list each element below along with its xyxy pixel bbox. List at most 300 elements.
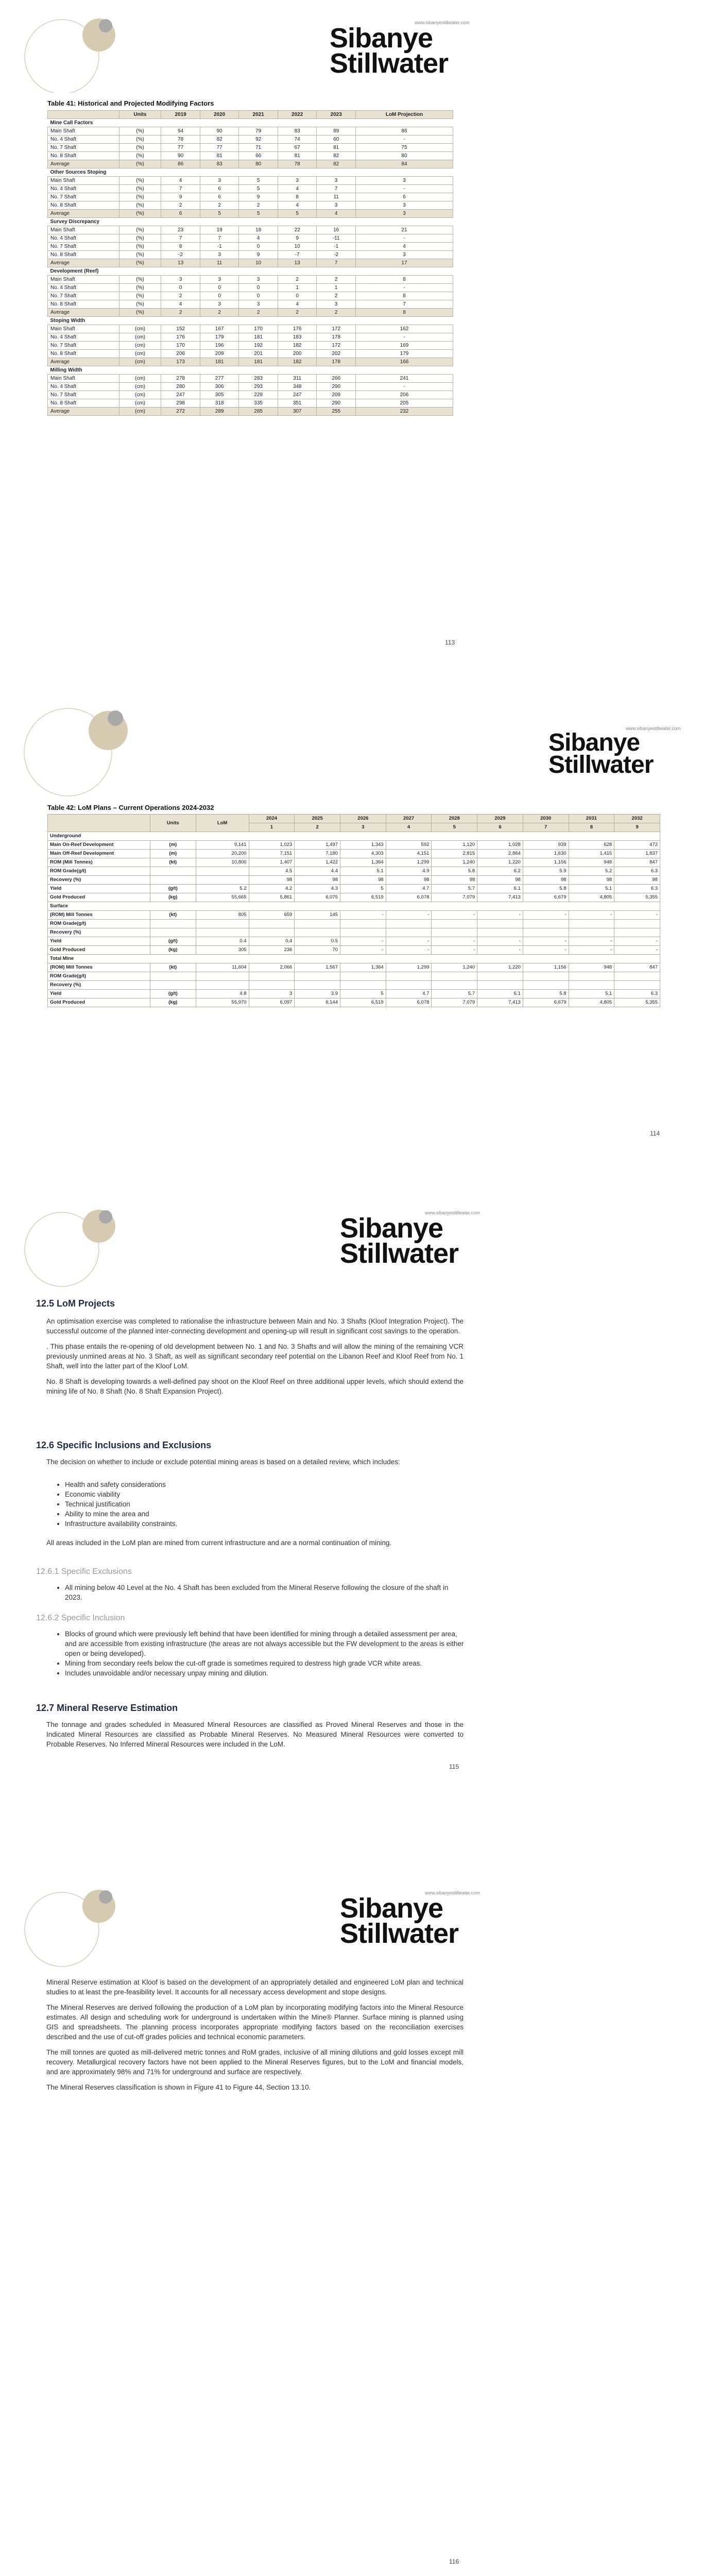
table-cell: 176: [278, 325, 317, 333]
table-cell: -: [432, 946, 477, 955]
table-cell: 5: [200, 210, 239, 218]
table-cell: 5.8: [432, 867, 477, 876]
table-row: [48, 920, 660, 928]
table-cell: No. 8 Shaft: [48, 399, 119, 408]
table-cell: 7,413: [477, 893, 523, 902]
list-item: • Technical justification: [65, 1499, 467, 1509]
table-cell: 172: [317, 325, 356, 333]
table-cell: 179: [355, 350, 453, 358]
table-cell: [295, 981, 340, 990]
table-cell: 4: [278, 300, 317, 309]
table-cell: 7,079: [432, 893, 477, 902]
table-cell: 79: [239, 127, 278, 135]
table-row: [48, 885, 660, 893]
table-row: [48, 152, 453, 160]
table-cell: -: [355, 284, 453, 292]
table-cell: 2: [317, 309, 356, 317]
table-cell: (g/t): [150, 990, 196, 998]
table-cell: 23: [161, 226, 200, 234]
paragraph: No. 8 Shaft is developing towards a well-defined pay shoot on the Kloof Reef on three additional upper levels, which should extend the mining life of No. 8 Shaft (No. 8 Shaft Expansion Project).: [46, 1378, 464, 1395]
table-cell: 7,180: [295, 850, 340, 858]
table-cell: 5: [278, 210, 317, 218]
table-cell: -: [523, 911, 569, 920]
table-cell: 0: [239, 243, 278, 251]
table-cell: 70: [295, 946, 340, 955]
table-row: [48, 185, 453, 193]
table-cell: (%): [119, 127, 161, 135]
table-cell: 8: [355, 309, 453, 317]
average-row: [48, 408, 453, 416]
table-cell: 173: [161, 358, 200, 366]
table-cell: [386, 981, 432, 990]
table-cell: 229: [239, 391, 278, 399]
table-cell: No. 7 Shaft: [48, 391, 119, 399]
table-row: [48, 342, 453, 350]
table-cell: [249, 928, 295, 937]
year-header: 2027: [386, 815, 432, 823]
table-cell: Recovery (%): [48, 981, 150, 990]
table-cell: 2: [161, 309, 200, 317]
table-cell: -1: [317, 243, 356, 251]
table-cell: Main Shaft: [48, 375, 119, 383]
table-cell: 236: [249, 946, 295, 955]
table-cell: (kg): [150, 893, 196, 902]
section-12-6-2-heading: 12.6.2 Specific Inclusion: [36, 1614, 125, 1622]
year-header: 2025: [295, 815, 340, 823]
table-cell: 293: [239, 383, 278, 391]
table-cell: 7,413: [477, 998, 523, 1007]
table-cell: 285: [239, 408, 278, 416]
table-cell: 247: [278, 391, 317, 399]
table-cell: 948: [569, 858, 614, 867]
table-cell: 19: [200, 226, 239, 234]
table-cell: 4.3: [295, 885, 340, 893]
table-cell: -: [569, 937, 614, 946]
table-cell: 847: [614, 858, 660, 867]
table-cell: 0: [200, 284, 239, 292]
table-cell: [249, 920, 295, 928]
table-cell: 98: [432, 876, 477, 885]
table-cell: 4.4: [295, 867, 340, 876]
table-cell: 162: [355, 325, 453, 333]
section-row: [48, 317, 453, 325]
table-cell: -: [355, 234, 453, 243]
table-cell: 2: [278, 276, 317, 284]
table-header-row: [48, 111, 453, 119]
table-cell: 1,407: [249, 858, 295, 867]
table-cell: 1,120: [432, 841, 477, 850]
table-cell: 4.2: [249, 885, 295, 893]
table-cell: 10,800: [196, 858, 249, 867]
table-cell: 152: [161, 325, 200, 333]
table-cell: (ROM) Mill Tonnes: [48, 963, 150, 972]
list-item: • Economic viability: [65, 1489, 467, 1499]
table-cell: 3: [200, 177, 239, 185]
section-12-5-heading: 12.5 LoM Projects: [36, 1298, 115, 1309]
table-row: [48, 990, 660, 998]
table-cell: 3: [239, 276, 278, 284]
table-cell: [249, 972, 295, 981]
table-cell: 4: [161, 177, 200, 185]
table-cell: 90: [161, 152, 200, 160]
table-cell: 7: [355, 300, 453, 309]
column-header: 2022: [278, 111, 317, 119]
table-cell: 167: [200, 325, 239, 333]
table-cell: [196, 928, 249, 937]
table-cell: 283: [239, 375, 278, 383]
table-cell: -: [432, 911, 477, 920]
table-cell: (cm): [119, 399, 161, 408]
section-title: Stoping Width: [48, 317, 453, 325]
table-cell: (%): [119, 284, 161, 292]
table-cell: 98: [614, 876, 660, 885]
year-index-header: 7: [523, 823, 569, 832]
table-cell: 4: [355, 243, 453, 251]
table-cell: [295, 928, 340, 937]
table-cell: 5.9: [523, 867, 569, 876]
table-cell: 318: [200, 399, 239, 408]
table-cell: 192: [239, 342, 278, 350]
table-row: [48, 201, 453, 210]
table-cell: [150, 981, 196, 990]
table-cell: [432, 920, 477, 928]
column-header: LoM: [196, 815, 249, 832]
year-header: 2032: [614, 815, 660, 823]
table-cell: No. 8 Shaft: [48, 300, 119, 309]
table-cell: 3: [355, 177, 453, 185]
table-cell: No. 7 Shaft: [48, 144, 119, 152]
page-116: [0, 1875, 703, 2576]
table-cell: [386, 928, 432, 937]
table-cell: 2,066: [249, 963, 295, 972]
table-cell: (cm): [119, 375, 161, 383]
table-cell: 3: [317, 300, 356, 309]
table-cell: 22: [278, 226, 317, 234]
year-index-header: 9: [614, 823, 660, 832]
table-cell: 77: [161, 144, 200, 152]
table-cell: 6.1: [477, 885, 523, 893]
table-cell: 80: [355, 152, 453, 160]
table-cell: 9: [161, 193, 200, 201]
table-cell: [295, 920, 340, 928]
table-cell: 179: [200, 333, 239, 342]
table-cell: 11: [200, 259, 239, 267]
table-cell: 78: [278, 160, 317, 168]
table-cell: 1,415: [569, 850, 614, 858]
table-cell: 83: [278, 127, 317, 135]
table-cell: 7,151: [249, 850, 295, 858]
year-index-header: 5: [432, 823, 477, 832]
table-row: [48, 928, 660, 937]
table-cell: 0: [278, 292, 317, 300]
table-row: [48, 876, 660, 885]
table-cell: 247: [161, 391, 200, 399]
brand-line1: Sibanye: [340, 1213, 443, 1244]
table-cell: 0.5: [295, 937, 340, 946]
table-cell: 6.3: [614, 990, 660, 998]
table-cell: Average: [48, 408, 119, 416]
table-cell: 0: [239, 284, 278, 292]
table-cell: -: [355, 333, 453, 342]
section-title: Underground: [48, 832, 660, 841]
table-cell: (%): [119, 160, 161, 168]
brand-tagline: www.sibanyestillwater.com: [415, 20, 470, 25]
section-12-7-heading: 12.7 Mineral Reserve Estimation: [36, 1703, 178, 1713]
table-row: [48, 226, 453, 234]
table-cell: Gold Produced: [48, 946, 150, 955]
table-cell: [477, 920, 523, 928]
table-cell: 351: [278, 399, 317, 408]
table-cell: [386, 920, 432, 928]
table-cell: 1,220: [477, 963, 523, 972]
table-cell: 78: [161, 135, 200, 144]
section-row: [48, 955, 660, 963]
table-row: [48, 300, 453, 309]
table-cell: 81: [200, 152, 239, 160]
brand-line2: Stillwater: [340, 1238, 459, 1269]
table-cell: -: [523, 937, 569, 946]
table-cell: 196: [200, 342, 239, 350]
table-cell: [150, 876, 196, 885]
page-114: [0, 670, 703, 1185]
table-cell: No. 8 Shaft: [48, 201, 119, 210]
table-row: [48, 251, 453, 259]
table-cell: ROM (Mill Tonnes): [48, 858, 150, 867]
table-cell: 5.8: [523, 885, 569, 893]
table-cell: 201: [239, 350, 278, 358]
table-cell: 10: [278, 243, 317, 251]
table-cell: 178: [317, 333, 356, 342]
table-cell: 1,299: [386, 858, 432, 867]
table-row: [48, 911, 660, 920]
list-item: • Infrastructure availability constraints.: [65, 1519, 467, 1529]
table-cell: 2: [278, 309, 317, 317]
table-cell: (g/t): [150, 885, 196, 893]
table-cell: 6,078: [386, 893, 432, 902]
table-cell: 2: [161, 201, 200, 210]
table-row: [48, 234, 453, 243]
column-header: Units: [119, 111, 161, 119]
table-cell: 81: [278, 152, 317, 160]
table-cell: 80: [239, 160, 278, 168]
table-cell: (%): [119, 300, 161, 309]
table-cell: 0.4: [196, 937, 249, 946]
table-42-caption: Table 42: LoM Plans – Current Operations 2024-2032: [47, 804, 214, 811]
table-cell: 1,240: [432, 858, 477, 867]
table-cell: (cm): [119, 408, 161, 416]
table-cell: 2: [200, 201, 239, 210]
table-cell: 1,364: [340, 858, 386, 867]
table-cell: [340, 972, 386, 981]
table-cell: Main Shaft: [48, 177, 119, 185]
table-cell: Main On-Reef Development: [48, 841, 150, 850]
table-cell: 98: [386, 876, 432, 885]
table-cell: 11: [317, 193, 356, 201]
table-cell: 1,299: [386, 963, 432, 972]
table-cell: 9: [278, 234, 317, 243]
year-header: 2029: [477, 815, 523, 823]
table-cell: No. 4 Shaft: [48, 284, 119, 292]
brand-tagline: www.sibanyestillwater.com: [626, 726, 681, 731]
table-cell: 628: [569, 841, 614, 850]
year-index-header: 1: [249, 823, 295, 832]
table-cell: (%): [119, 185, 161, 193]
table-cell: Recovery (%): [48, 876, 150, 885]
table-cell: 2: [200, 309, 239, 317]
table-cell: No. 8 Shaft: [48, 350, 119, 358]
table-cell: -: [523, 946, 569, 955]
table-row: [48, 391, 453, 399]
table-cell: 5: [239, 177, 278, 185]
table-cell: 278: [161, 375, 200, 383]
table-cell: [196, 972, 249, 981]
table-cell: (kg): [150, 998, 196, 1007]
table-cell: 209: [317, 391, 356, 399]
paragraph: The mill tonnes are quoted as mill-delivered metric tonnes and RoM grades, inclusive of all mining dilutions and gold losses except mill recovery. Metallurgical recovery factors have not been applied to the Mineral Reserves figures, but to the LoM and financial models, and are approximately 98% and 71% for underground and surface are respectively.: [46, 2048, 464, 2076]
table-cell: 13: [278, 259, 317, 267]
table-row: [48, 998, 660, 1007]
year-header: 2026: [340, 815, 386, 823]
table-cell: 289: [200, 408, 239, 416]
table-cell: 81: [317, 144, 356, 152]
table-cell: 3: [355, 251, 453, 259]
table-row: [48, 144, 453, 152]
table-cell: 21: [355, 226, 453, 234]
circles-decoration: [21, 701, 155, 799]
table-row: [48, 284, 453, 292]
table-cell: 5.1: [569, 990, 614, 998]
table-cell: 5: [239, 210, 278, 218]
table-cell: 1,497: [295, 841, 340, 850]
table-cell: [523, 972, 569, 981]
table-cell: -2: [317, 251, 356, 259]
table-cell: [523, 920, 569, 928]
table-cell: (%): [119, 226, 161, 234]
table-cell: (%): [119, 177, 161, 185]
table-cell: 280: [161, 383, 200, 391]
table-cell: 3: [278, 177, 317, 185]
table-cell: (%): [119, 292, 161, 300]
table-cell: Yield: [48, 990, 150, 998]
table-cell: [432, 928, 477, 937]
table-cell: 948: [569, 963, 614, 972]
table-cell: Recovery (%): [48, 928, 150, 937]
table-cell: -: [477, 911, 523, 920]
table-cell: (cm): [119, 350, 161, 358]
table-cell: 4.5: [249, 867, 295, 876]
table-cell: 8: [161, 243, 200, 251]
table-cell: Average: [48, 259, 119, 267]
table-cell: [477, 972, 523, 981]
table-cell: 3: [200, 251, 239, 259]
table-cell: -: [386, 911, 432, 920]
section-row: [48, 267, 453, 276]
table-cell: 98: [249, 876, 295, 885]
table-cell: 8: [355, 276, 453, 284]
table-cell: 5.2: [196, 885, 249, 893]
table-cell: 86: [355, 127, 453, 135]
table-row: [48, 375, 453, 383]
table-cell: 4.7: [386, 885, 432, 893]
table-cell: 202: [317, 350, 356, 358]
table-cell: (%): [119, 144, 161, 152]
column-header: 2019: [161, 111, 200, 119]
year-header: 2030: [523, 815, 569, 823]
table-cell: 98: [523, 876, 569, 885]
table-cell: 98: [340, 876, 386, 885]
table-cell: 181: [200, 358, 239, 366]
table-cell: 232: [355, 408, 453, 416]
table-cell: 74: [278, 135, 317, 144]
spec-criteria-list: [56, 1480, 467, 1529]
table-cell: -: [569, 911, 614, 920]
table-cell: (m): [150, 841, 196, 850]
table-cell: 6,075: [295, 893, 340, 902]
table-cell: -: [432, 937, 477, 946]
table-row: [48, 135, 453, 144]
section-row: [48, 366, 453, 375]
table-cell: 6: [200, 193, 239, 201]
table-cell: 9: [239, 251, 278, 259]
list-item: • Blocks of ground which were previously left behind that have been identified for mining through a detailed assessment per area, and are accessible from existing infrastructure (the areas are not always accessible but the FW development to the areas is either open or being developed).: [65, 1629, 467, 1658]
table-row: [48, 350, 453, 358]
table-cell: 17: [355, 259, 453, 267]
table-cell: 1: [317, 284, 356, 292]
page-113: [0, 0, 703, 652]
table-cell: 1,220: [477, 858, 523, 867]
table-cell: No. 4 Shaft: [48, 333, 119, 342]
table-cell: 3: [161, 276, 200, 284]
table-cell: (m): [150, 850, 196, 858]
table-cell: 4: [317, 210, 356, 218]
table-row: [48, 946, 660, 955]
table-cell: Average: [48, 358, 119, 366]
table-row: [48, 127, 453, 135]
table-cell: 3: [355, 210, 453, 218]
table-cell: 0: [161, 284, 200, 292]
table-cell: 4.7: [386, 990, 432, 998]
table-cell: 86: [161, 160, 200, 168]
table-cell: (ROM) Mill Tonnes: [48, 911, 150, 920]
table-cell: 1,156: [523, 858, 569, 867]
table-cell: 3: [239, 300, 278, 309]
table-cell: 4,805: [569, 893, 614, 902]
table-cell: 6,679: [523, 893, 569, 902]
table-cell: -: [386, 946, 432, 955]
brand-logo: [340, 1890, 480, 1949]
paragraph: The Mineral Reserves classification is shown in Figure 41 to Figure 44, Section 13.10.: [46, 2083, 311, 2091]
table-cell: 92: [239, 135, 278, 144]
table-cell: 7: [200, 234, 239, 243]
year-index-header: 3: [340, 823, 386, 832]
table-cell: 4: [239, 234, 278, 243]
table-cell: 805: [196, 911, 249, 920]
table-cell: 90: [200, 127, 239, 135]
table-cell: 8: [355, 292, 453, 300]
table-cell: 5,355: [614, 998, 660, 1007]
table-cell: [150, 928, 196, 937]
table-cell: 4,805: [569, 998, 614, 1007]
table-cell: -1: [200, 243, 239, 251]
column-header: 2021: [239, 111, 278, 119]
table-cell: (%): [119, 309, 161, 317]
table-cell: 16: [317, 226, 356, 234]
table-cell: (kt): [150, 963, 196, 972]
table-cell: (cm): [119, 391, 161, 399]
table-cell: (cm): [119, 333, 161, 342]
table-cell: 181: [239, 358, 278, 366]
table-cell: 82: [317, 160, 356, 168]
